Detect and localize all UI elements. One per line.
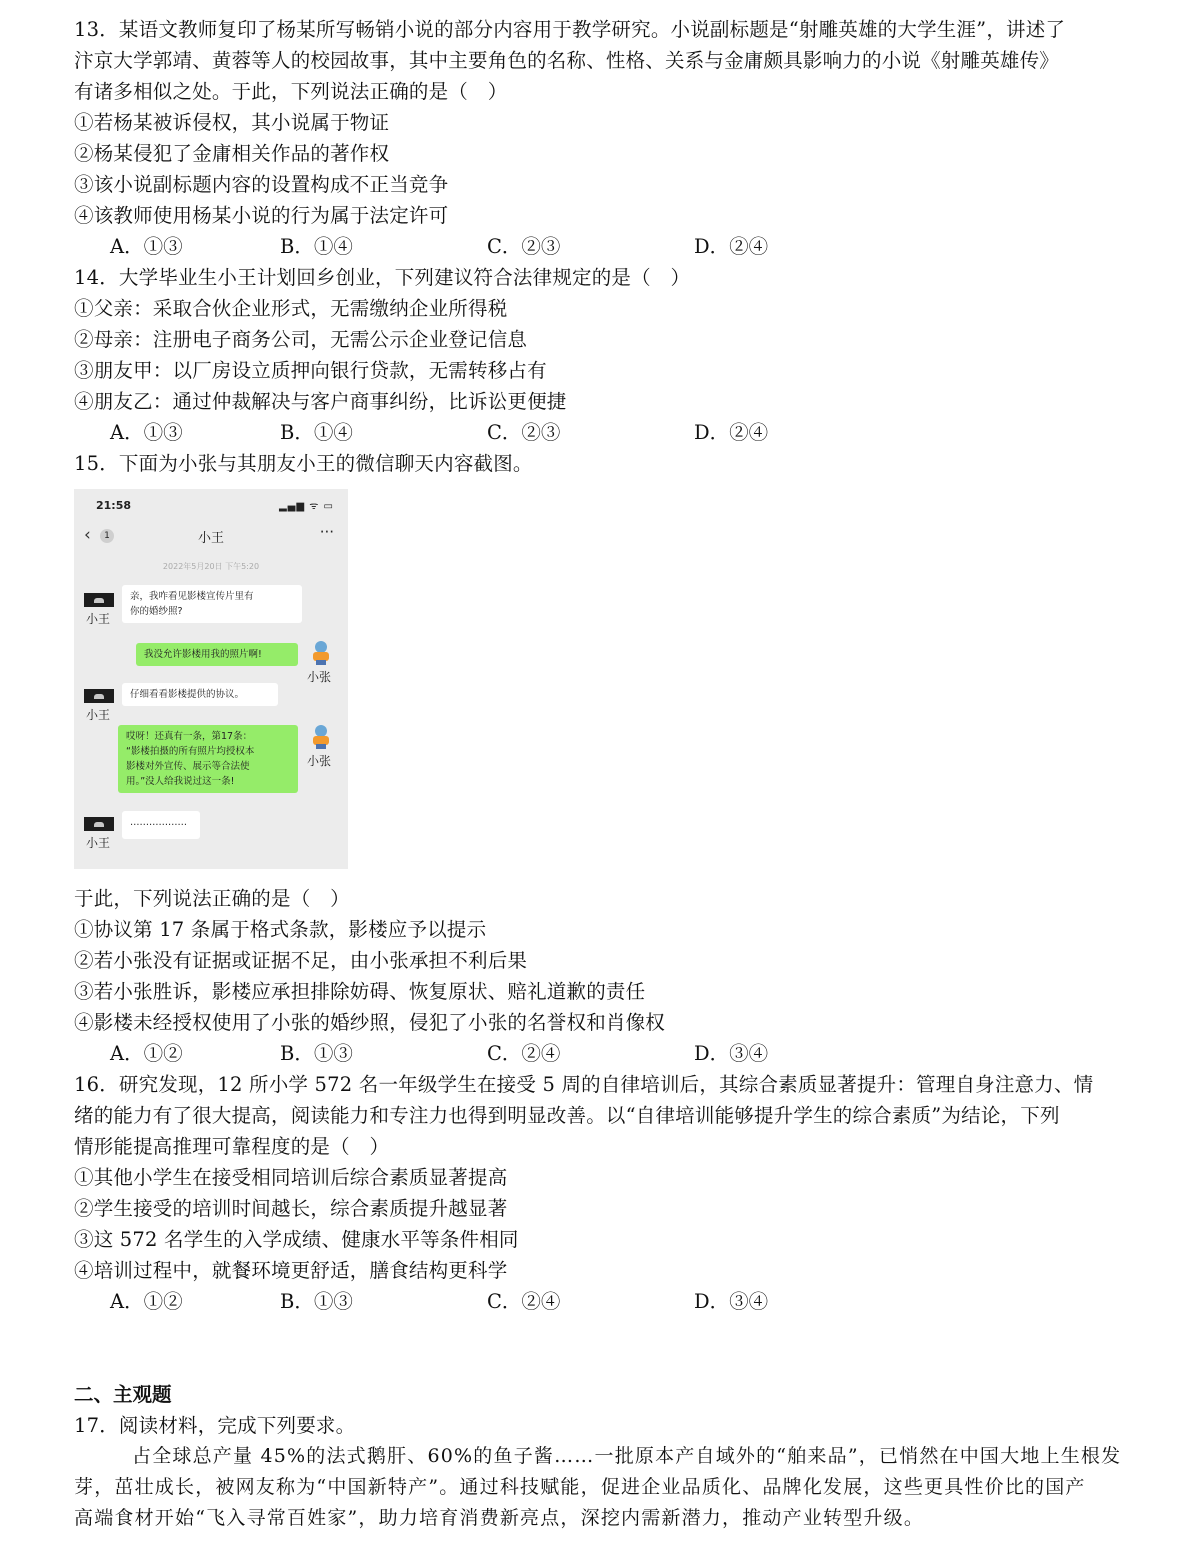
xiaowang-avatar-icon <box>84 593 114 607</box>
xiaowang-avatar-icon <box>84 817 114 831</box>
material-line: 高端食材开始“飞入寻常百姓家”，助力培育消费新亮点，深挖内需新潜力，推动产业转型升级。 <box>74 1507 925 1529</box>
option-b: B．①④ <box>280 421 353 444</box>
section-title: 二、主观题 <box>74 1383 172 1406</box>
material-line: 占全球总产量 45%的法式鹅肝、60%的鱼子酱……一批原本产自域外的“舶来品”，已悄然在中国大地上生根发 <box>132 1445 1122 1467</box>
statement-item: ④该教师使用杨某小说的行为属于法定许可 <box>74 204 449 227</box>
xiaozhang-avatar-icon <box>310 725 332 749</box>
statement-item: ①父亲：采取合伙企业形式，无需缴纳企业所得税 <box>74 297 508 320</box>
message-line: 你的婚纱照? <box>130 606 183 617</box>
answer-options <box>74 417 1124 448</box>
sender-name: 小王 <box>86 836 111 850</box>
statement-item: ③朋友甲：以厂房设立质押向银行贷款，无需转移占有 <box>74 359 547 382</box>
question-stem-line: 汴京大学郭靖、黄蓉等人的校园故事，其中主要角色的名称、性格、关系与金庸颇具影响力的小说《射雕英雄传》 <box>74 49 1060 72</box>
option-a: A．①② <box>110 1290 183 1313</box>
message-line: 亲，我咋看见影楼宣传片里有 <box>130 591 254 602</box>
message-line: “影楼拍摄的所有照片均授权本 <box>126 746 255 757</box>
statement-item: ①其他小学生在接受相同培训后综合素质显著提高 <box>74 1166 508 1189</box>
status-bar-time: 21:58 <box>96 499 132 512</box>
message-line: 影楼对外宣传、展示等合法使 <box>126 761 250 772</box>
sender-name: 小王 <box>86 612 111 626</box>
message-bubble <box>136 643 298 666</box>
statement-item: ②母亲：注册电子商务公司，无需公示企业登记信息 <box>74 328 528 351</box>
option-a: A．①② <box>110 1042 183 1065</box>
statement-item: ③该小说副标题内容的设置构成不正当竞争 <box>74 173 449 196</box>
question-stem-line: 绪的能力有了很大提高，阅读能力和专注力也得到明显改善。以“自律培训能够提升学生的综合素质”为结论，下列 <box>74 1104 1060 1127</box>
statement-item: ④影楼未经授权使用了小张的婚纱照，侵犯了小张的名誉权和肖像权 <box>74 1011 666 1034</box>
unread-badge: 1 <box>100 529 114 543</box>
option-b: B．①④ <box>280 235 353 258</box>
option-c: C．②④ <box>487 1042 561 1065</box>
statement-item: ①若杨某被诉侵权，其小说属于物证 <box>74 111 390 134</box>
question-stem-line: 有诸多相似之处。于此，下列说法正确的是（ ） <box>74 80 508 103</box>
question-15 <box>74 448 1124 1069</box>
option-d: D．②④ <box>694 421 769 444</box>
option-d: D．③④ <box>694 1290 769 1313</box>
answer-options <box>74 1038 1124 1069</box>
chat-title: 小王 <box>197 531 224 546</box>
statement-item: ③若小张胜诉，影楼应承担排除妨碍、恢复原状、赔礼道歉的责任 <box>74 980 646 1003</box>
answer-options <box>74 231 1124 262</box>
message-line: 哎呀！还真有一条，第17条： <box>126 731 253 742</box>
option-a: A．①③ <box>110 421 183 444</box>
message-line: 我没允许影楼用我的照片啊! <box>144 649 262 660</box>
question-stem-line: 14．大学毕业生小王计划回乡创业，下列建议符合法律规定的是（ ） <box>74 266 691 289</box>
question-14 <box>74 262 1124 448</box>
chat-timestamp: 2022年5月20日 下午5:20 <box>162 562 260 571</box>
statement-item: ①协议第 17 条属于格式条款，影楼应予以提示 <box>74 918 487 941</box>
option-b: B．①③ <box>280 1290 353 1313</box>
question-stem-line: 17．阅读材料，完成下列要求。 <box>74 1414 356 1437</box>
message-line: 用。”没人给我说过这一条! <box>126 776 235 787</box>
question-13 <box>74 14 1124 262</box>
statement-item: ④培训过程中，就餐环境更舒适，膳食结构更科学 <box>74 1259 508 1282</box>
option-c: C．②④ <box>487 1290 561 1313</box>
option-c: C．②③ <box>487 421 561 444</box>
message-line: ……………… <box>130 817 187 828</box>
option-d: D．③④ <box>694 1042 769 1065</box>
message-bubble <box>122 811 200 839</box>
option-a: A．①③ <box>110 235 183 258</box>
question-stem-line: 15．下面为小张与其朋友小王的微信聊天内容截图。 <box>74 452 533 475</box>
material-line: 芽，茁壮成长，被网友称为“中国新特产”。通过科技赋能，促进企业品质化、品牌化发展，这些更具性价比的国产 <box>74 1476 1086 1498</box>
question-16 <box>74 1069 1124 1317</box>
question-stem-line: 13．某语文教师复印了杨某所写畅销小说的部分内容用于教学研究。小说副标题是“射雕英雄的大学生涯”，讲述了 <box>74 18 1066 41</box>
xiaowang-avatar-icon <box>84 689 114 703</box>
statement-item: ②若小张没有证据或证据不足，由小张承担不利后果 <box>74 949 528 972</box>
statement-item: ③这 572 名学生的入学成绩、健康水平等条件相同 <box>74 1228 519 1251</box>
message-bubble <box>122 585 302 623</box>
sender-name: 小王 <box>86 708 111 722</box>
xiaozhang-avatar-icon <box>310 641 332 665</box>
wechat-screenshot <box>74 489 348 869</box>
section-subjective <box>74 1379 1124 1534</box>
sender-name: 小张 <box>307 670 332 684</box>
exam-page <box>74 14 1124 1534</box>
statement-item: ②学生接受的培训时间越长，综合素质提升越显著 <box>74 1197 508 1220</box>
question-stem-line: 于此，下列说法正确的是（ ） <box>74 887 350 910</box>
question-stem-line: 16．研究发现，12 所小学 572 名一年级学生在接受 5 周的自律培训后，其综合素质显著提升：管理自身注意力、情 <box>74 1073 1094 1096</box>
signal-wifi-battery-icon: ▂▄▆ ᯤ ▭ <box>278 501 334 512</box>
statement-item: ④朋友乙：通过仲裁解决与客户商事纠纷，比诉讼更便捷 <box>74 390 567 413</box>
message-bubble <box>118 725 298 793</box>
option-b: B．①③ <box>280 1042 353 1065</box>
back-arrow-icon: ‹ <box>84 525 91 545</box>
more-icon: ··· <box>319 523 334 541</box>
option-c: C．②③ <box>487 235 561 258</box>
statement-item: ②杨某侵犯了金庸相关作品的著作权 <box>74 142 390 165</box>
message-bubble <box>122 683 278 706</box>
sender-name: 小张 <box>307 754 332 768</box>
question-stem-line: 情形能提高推理可靠程度的是（ ） <box>74 1135 390 1158</box>
answer-options <box>74 1286 1124 1317</box>
option-d: D．②④ <box>694 235 769 258</box>
message-line: 仔细看看影楼提供的协议。 <box>130 689 245 700</box>
